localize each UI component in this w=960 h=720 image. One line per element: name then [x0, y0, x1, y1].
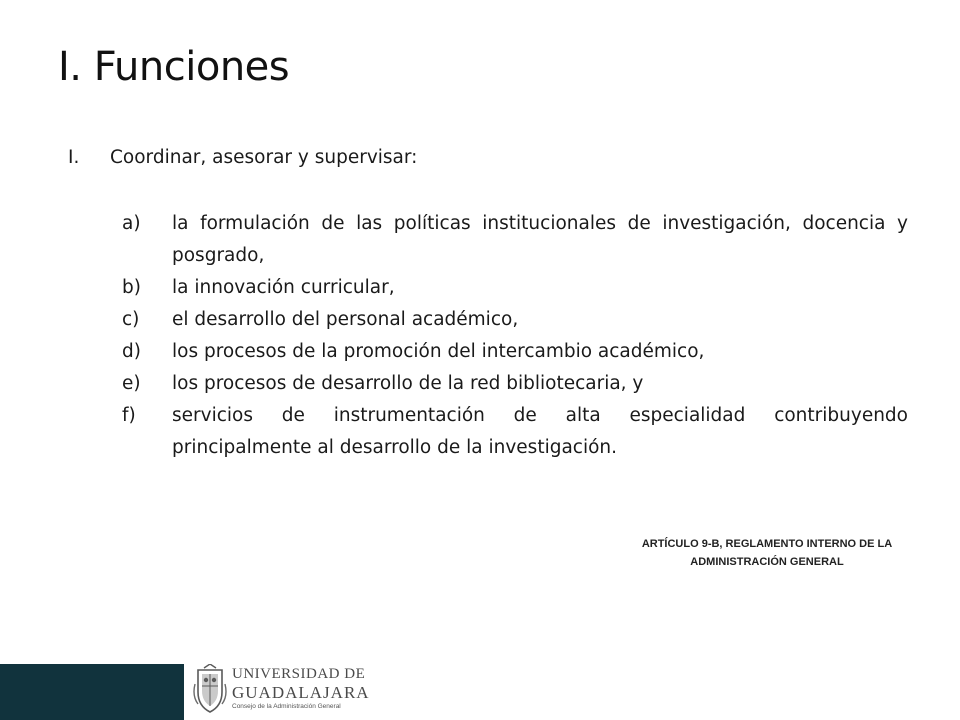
slide-title: I. Funciones	[58, 44, 290, 90]
list-item	[118, 208, 908, 272]
list-item-marker: d)	[122, 341, 141, 362]
list-item-text: los procesos de la promoción del intercambio académico,	[172, 341, 705, 362]
section-heading	[68, 142, 908, 174]
logo-wordmark	[232, 666, 370, 712]
list-item-text: el desarrollo del personal académico,	[172, 309, 519, 330]
footer-band	[0, 664, 184, 720]
list-item-marker: e)	[122, 373, 141, 394]
list-item	[118, 272, 908, 304]
logo-line-3: Consejo de la Administración General	[232, 703, 341, 710]
list-item	[118, 368, 908, 400]
university-logo	[192, 664, 370, 720]
list-item-marker: a)	[122, 213, 141, 234]
list-item	[118, 304, 908, 336]
logo-line-1: UNIVERSIDAD DE	[232, 666, 366, 682]
list-item-text: servicios de instrumentación de alta especialidad contribuyendo principalmente al desarrollo de la investigación.	[172, 405, 908, 458]
logo-line-2: GUADALAJARA	[232, 683, 370, 702]
list-item	[118, 400, 908, 464]
citation	[594, 535, 940, 571]
list-item-text: los procesos de desarrollo de la red bibliotecaria, y	[172, 373, 644, 394]
function-list	[118, 208, 908, 464]
list-item-marker: c)	[122, 309, 140, 330]
list-item-marker: f)	[122, 405, 136, 426]
section-marker: I.	[68, 147, 80, 168]
list-item-marker: b)	[122, 277, 141, 298]
university-crest-icon	[192, 664, 228, 716]
list-item	[118, 336, 908, 368]
citation-line-1: ARTÍCULO 9-B, REGLAMENTO INTERNO DE LA	[641, 538, 893, 550]
list-item-text: la formulación de las políticas institucionales de investigación, docencia y posgrado,	[172, 213, 908, 266]
list-item-text: la innovación curricular,	[172, 277, 395, 298]
section-text: Coordinar, asesorar y supervisar:	[110, 147, 418, 168]
citation-line-2: ADMINISTRACIÓN GENERAL	[690, 556, 844, 568]
